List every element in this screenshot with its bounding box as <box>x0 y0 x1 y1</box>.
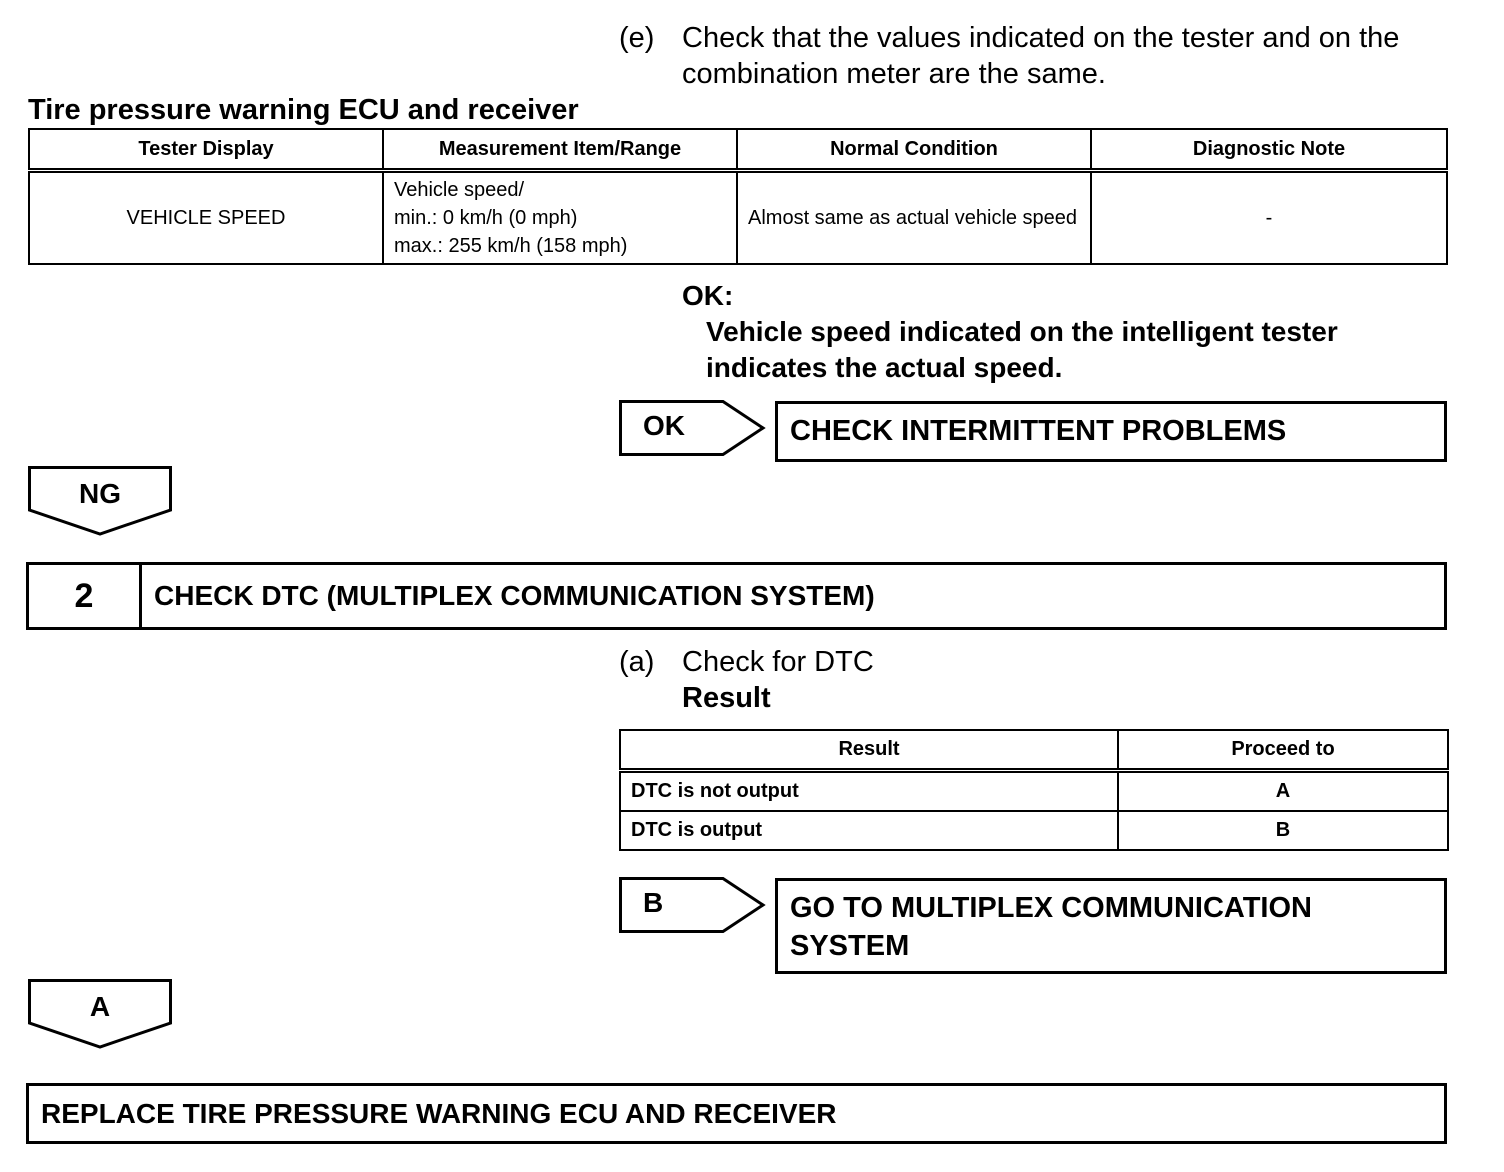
right-arrow-shape <box>619 400 765 456</box>
result-table-header-row <box>620 730 1448 771</box>
result-label: Result <box>682 682 771 714</box>
b-action-line: SYSTEM <box>790 930 910 962</box>
b-arrow-label: B <box>643 887 664 918</box>
proceed-cell: B <box>1118 811 1448 850</box>
a-arrow <box>28 979 174 1051</box>
final-action-text: REPLACE TIRE PRESSURE WARNING ECU AND RECEIVER <box>41 1097 837 1129</box>
ok-arrow-label: OK <box>643 410 685 441</box>
spec-header-measurement: Measurement Item/Range <box>383 129 737 171</box>
range-line: Vehicle speed/ <box>394 179 525 201</box>
result-table <box>619 729 1449 851</box>
cell-tester-display: VEHICLE SPEED <box>29 171 383 265</box>
ok-action-text: CHECK INTERMITTENT PROBLEMS <box>790 415 1287 447</box>
step-2-box <box>26 562 1447 630</box>
step-a-text: Check for DTC <box>682 646 874 678</box>
result-cell: DTC is output <box>620 811 1118 850</box>
cell-normal-condition: Almost same as actual vehicle speed <box>737 171 1091 265</box>
proceed-cell: A <box>1118 771 1448 812</box>
section-title: Tire pressure warning ECU and receiver <box>28 94 579 126</box>
spec-header-diagnostic-note: Diagnostic Note <box>1091 129 1447 171</box>
final-action-box <box>26 1083 1447 1144</box>
step-a-letter: (a) <box>619 646 655 678</box>
range-line: max.: 255 km/h (158 mph) <box>394 235 628 257</box>
table-row <box>29 171 1447 265</box>
ok-action-box <box>775 401 1447 462</box>
ng-arrow <box>28 466 174 538</box>
ok-label: OK: <box>682 280 734 311</box>
b-arrow <box>619 877 765 933</box>
a-arrow-label: A <box>89 991 111 1022</box>
ng-arrow-label: NG <box>79 478 121 509</box>
spec-header-tester-display: Tester Display <box>29 129 383 171</box>
result-header-result: Result <box>620 730 1118 771</box>
right-arrow-shape <box>619 877 765 933</box>
step-title: CHECK DTC (MULTIPLEX COMMUNICATION SYSTEM) <box>154 580 875 611</box>
result-cell: DTC is not output <box>620 771 1118 812</box>
step-number: 2 <box>29 565 142 627</box>
step-e-letter: (e) <box>619 22 655 54</box>
spec-header-normal-condition: Normal Condition <box>737 129 1091 171</box>
result-header-proceed: Proceed to <box>1118 730 1448 771</box>
step-e-text: Check that the values indicated on the tester and on the combination meter are the same. <box>682 22 1400 90</box>
b-action-line: GO TO MULTIPLEX COMMUNICATION <box>790 892 1312 924</box>
cell-diagnostic-note: - <box>1091 171 1447 265</box>
spec-table <box>28 128 1448 265</box>
cell-measurement-range <box>383 171 737 265</box>
spec-table-header-row <box>29 129 1447 171</box>
ok-arrow <box>619 400 765 456</box>
ok-text: Vehicle speed indicated on the intelligent tester indicates the actual speed. <box>706 316 1338 383</box>
table-row <box>620 811 1448 850</box>
table-row <box>620 771 1448 812</box>
b-action-box <box>775 878 1447 974</box>
range-line: min.: 0 km/h (0 mph) <box>394 207 578 229</box>
